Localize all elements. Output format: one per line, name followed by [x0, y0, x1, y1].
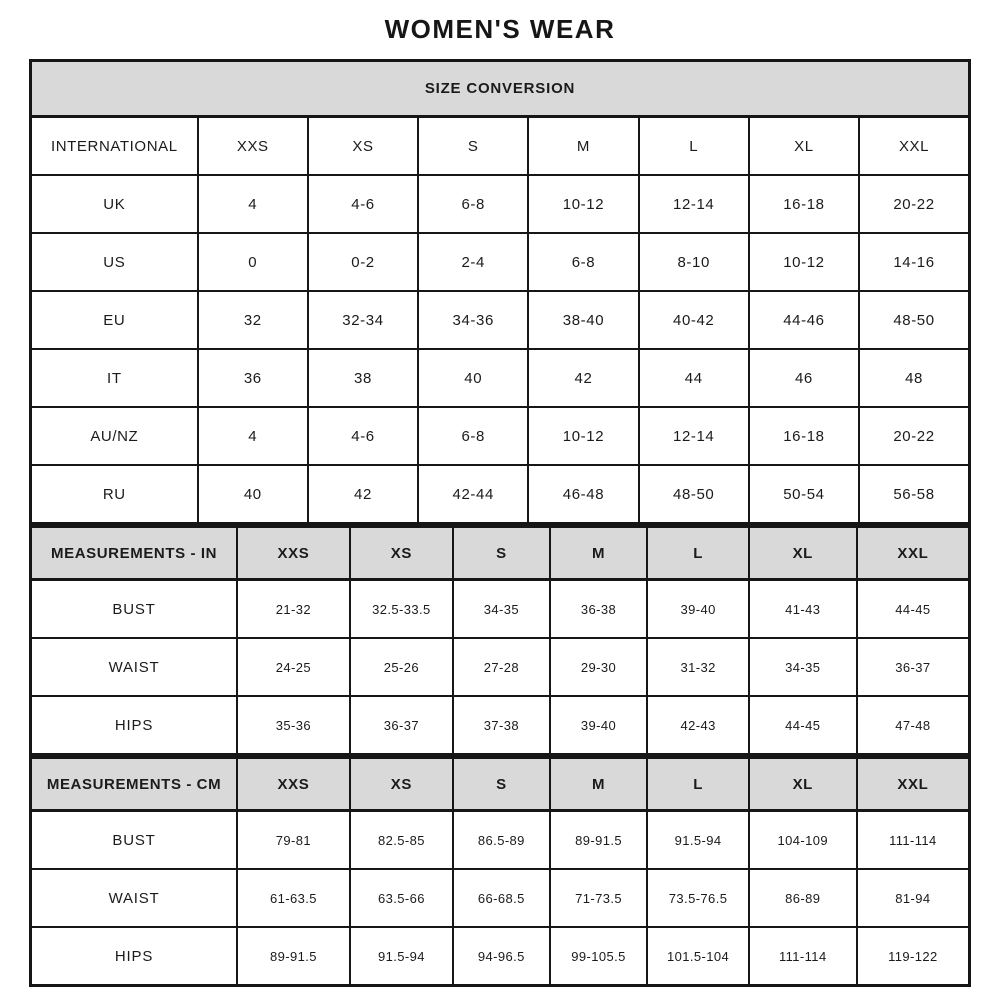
- cell-value: 94-96.5: [453, 927, 550, 986]
- cell-value: 44-45: [857, 580, 970, 639]
- column-header: XXS: [198, 117, 308, 176]
- cell-value: 10-12: [749, 233, 859, 291]
- cell-value: 46: [749, 349, 859, 407]
- table-row-uk: [31, 175, 970, 233]
- measurements-in-table: [29, 525, 971, 756]
- cell-value: 42: [308, 465, 418, 524]
- table-row-waist-in: [31, 638, 970, 696]
- size-conversion-title: SIZE CONVERSION: [31, 61, 970, 117]
- cell-value: 79-81: [237, 811, 350, 870]
- cell-value: 42-43: [647, 696, 748, 755]
- cell-value: 29-30: [550, 638, 648, 696]
- cell-value: 27-28: [453, 638, 550, 696]
- size-conversion-table: [29, 59, 971, 525]
- cell-value: 50-54: [749, 465, 859, 524]
- measurements-in-header-row: [31, 527, 970, 580]
- cell-value: 34-35: [453, 580, 550, 639]
- cell-value: 56-58: [859, 465, 969, 524]
- cell-value: 63.5-66: [350, 869, 453, 927]
- cell-value: 31-32: [647, 638, 748, 696]
- size-header: XXL: [857, 527, 970, 580]
- measurements-cm-table: [29, 756, 971, 987]
- row-label: WAIST: [31, 869, 238, 927]
- table-row-ru: [31, 465, 970, 524]
- size-header: M: [550, 758, 648, 811]
- cell-value: 82.5-85: [350, 811, 453, 870]
- page-title: WOMEN'S WEAR: [384, 14, 616, 44]
- cell-value: 12-14: [639, 407, 749, 465]
- size-header: XS: [350, 758, 453, 811]
- cell-value: 99-105.5: [550, 927, 648, 986]
- cell-value: 111-114: [749, 927, 857, 986]
- cell-value: 47-48: [857, 696, 970, 755]
- cell-value: 91.5-94: [647, 811, 748, 870]
- row-label: RU: [31, 465, 198, 524]
- cell-value: 36-37: [857, 638, 970, 696]
- cell-value: 14-16: [859, 233, 969, 291]
- row-label: WAIST: [31, 638, 238, 696]
- column-header: L: [639, 117, 749, 176]
- cell-value: 6-8: [418, 407, 528, 465]
- cell-value: 24-25: [237, 638, 350, 696]
- cell-value: 101.5-104: [647, 927, 748, 986]
- cell-value: 36: [198, 349, 308, 407]
- cell-value: 81-94: [857, 869, 970, 927]
- cell-value: 119-122: [857, 927, 970, 986]
- cell-value: 42: [528, 349, 638, 407]
- measurements-cm-title: MEASUREMENTS - CM: [31, 758, 238, 811]
- column-header: S: [418, 117, 528, 176]
- size-header: XXS: [237, 527, 350, 580]
- cell-value: 20-22: [859, 407, 969, 465]
- cell-value: 38-40: [528, 291, 638, 349]
- cell-value: 71-73.5: [550, 869, 648, 927]
- cell-value: 16-18: [749, 407, 859, 465]
- column-header: INTERNATIONAL: [31, 117, 198, 176]
- cell-value: 66-68.5: [453, 869, 550, 927]
- table-row-bust-cm: [31, 811, 970, 870]
- table-row-hips-cm: [31, 927, 970, 986]
- column-header: M: [528, 117, 638, 176]
- cell-value: 16-18: [749, 175, 859, 233]
- cell-value: 38: [308, 349, 418, 407]
- measurements-in-title: MEASUREMENTS - IN: [31, 527, 238, 580]
- cell-value: 44-46: [749, 291, 859, 349]
- size-header: S: [453, 758, 550, 811]
- row-label: IT: [31, 349, 198, 407]
- cell-value: 39-40: [647, 580, 748, 639]
- cell-value: 91.5-94: [350, 927, 453, 986]
- table-row-aunz: [31, 407, 970, 465]
- size-header: XL: [749, 758, 857, 811]
- size-header: L: [647, 527, 748, 580]
- cell-value: 46-48: [528, 465, 638, 524]
- cell-value: 0: [198, 233, 308, 291]
- cell-value: 4: [198, 407, 308, 465]
- cell-value: 48-50: [639, 465, 749, 524]
- size-header: XS: [350, 527, 453, 580]
- row-label: US: [31, 233, 198, 291]
- international-header-row: [31, 117, 970, 176]
- size-header: XXS: [237, 758, 350, 811]
- cell-value: 40: [418, 349, 528, 407]
- cell-value: 4: [198, 175, 308, 233]
- cell-value: 8-10: [639, 233, 749, 291]
- cell-value: 36-38: [550, 580, 648, 639]
- cell-value: 48-50: [859, 291, 969, 349]
- cell-value: 61-63.5: [237, 869, 350, 927]
- cell-value: 25-26: [350, 638, 453, 696]
- column-header: XS: [308, 117, 418, 176]
- cell-value: 89-91.5: [237, 927, 350, 986]
- cell-value: 6-8: [528, 233, 638, 291]
- cell-value: 111-114: [857, 811, 970, 870]
- cell-value: 4-6: [308, 175, 418, 233]
- column-header: XL: [749, 117, 859, 176]
- size-conversion-header-row: [31, 61, 970, 117]
- cell-value: 6-8: [418, 175, 528, 233]
- cell-value: 36-37: [350, 696, 453, 755]
- cell-value: 21-32: [237, 580, 350, 639]
- row-label: HIPS: [31, 696, 238, 755]
- table-row-bust-in: [31, 580, 970, 639]
- cell-value: 44-45: [749, 696, 857, 755]
- cell-value: 86-89: [749, 869, 857, 927]
- column-header: XXL: [859, 117, 969, 176]
- cell-value: 2-4: [418, 233, 528, 291]
- cell-value: 4-6: [308, 407, 418, 465]
- measurements-cm-header-row: [31, 758, 970, 811]
- size-header: L: [647, 758, 748, 811]
- row-label: BUST: [31, 811, 238, 870]
- cell-value: 34-36: [418, 291, 528, 349]
- size-header: S: [453, 527, 550, 580]
- row-label: EU: [31, 291, 198, 349]
- cell-value: 41-43: [749, 580, 857, 639]
- cell-value: 89-91.5: [550, 811, 648, 870]
- cell-value: 32-34: [308, 291, 418, 349]
- row-label: AU/NZ: [31, 407, 198, 465]
- table-row-it: [31, 349, 970, 407]
- cell-value: 86.5-89: [453, 811, 550, 870]
- cell-value: 73.5-76.5: [647, 869, 748, 927]
- cell-value: 12-14: [639, 175, 749, 233]
- cell-value: 48: [859, 349, 969, 407]
- cell-value: 40-42: [639, 291, 749, 349]
- table-row-waist-cm: [31, 869, 970, 927]
- cell-value: 10-12: [528, 407, 638, 465]
- cell-value: 42-44: [418, 465, 528, 524]
- size-header: XXL: [857, 758, 970, 811]
- table-row-eu: [31, 291, 970, 349]
- cell-value: 20-22: [859, 175, 969, 233]
- size-header: M: [550, 527, 648, 580]
- cell-value: 40: [198, 465, 308, 524]
- table-row-us: [31, 233, 970, 291]
- cell-value: 39-40: [550, 696, 648, 755]
- cell-value: 37-38: [453, 696, 550, 755]
- row-label: UK: [31, 175, 198, 233]
- cell-value: 10-12: [528, 175, 638, 233]
- cell-value: 35-36: [237, 696, 350, 755]
- cell-value: 0-2: [308, 233, 418, 291]
- row-label: BUST: [31, 580, 238, 639]
- cell-value: 32.5-33.5: [350, 580, 453, 639]
- cell-value: 44: [639, 349, 749, 407]
- cell-value: 32: [198, 291, 308, 349]
- row-label: HIPS: [31, 927, 238, 986]
- cell-value: 34-35: [749, 638, 857, 696]
- size-header: XL: [749, 527, 857, 580]
- cell-value: 104-109: [749, 811, 857, 870]
- table-row-hips-in: [31, 696, 970, 755]
